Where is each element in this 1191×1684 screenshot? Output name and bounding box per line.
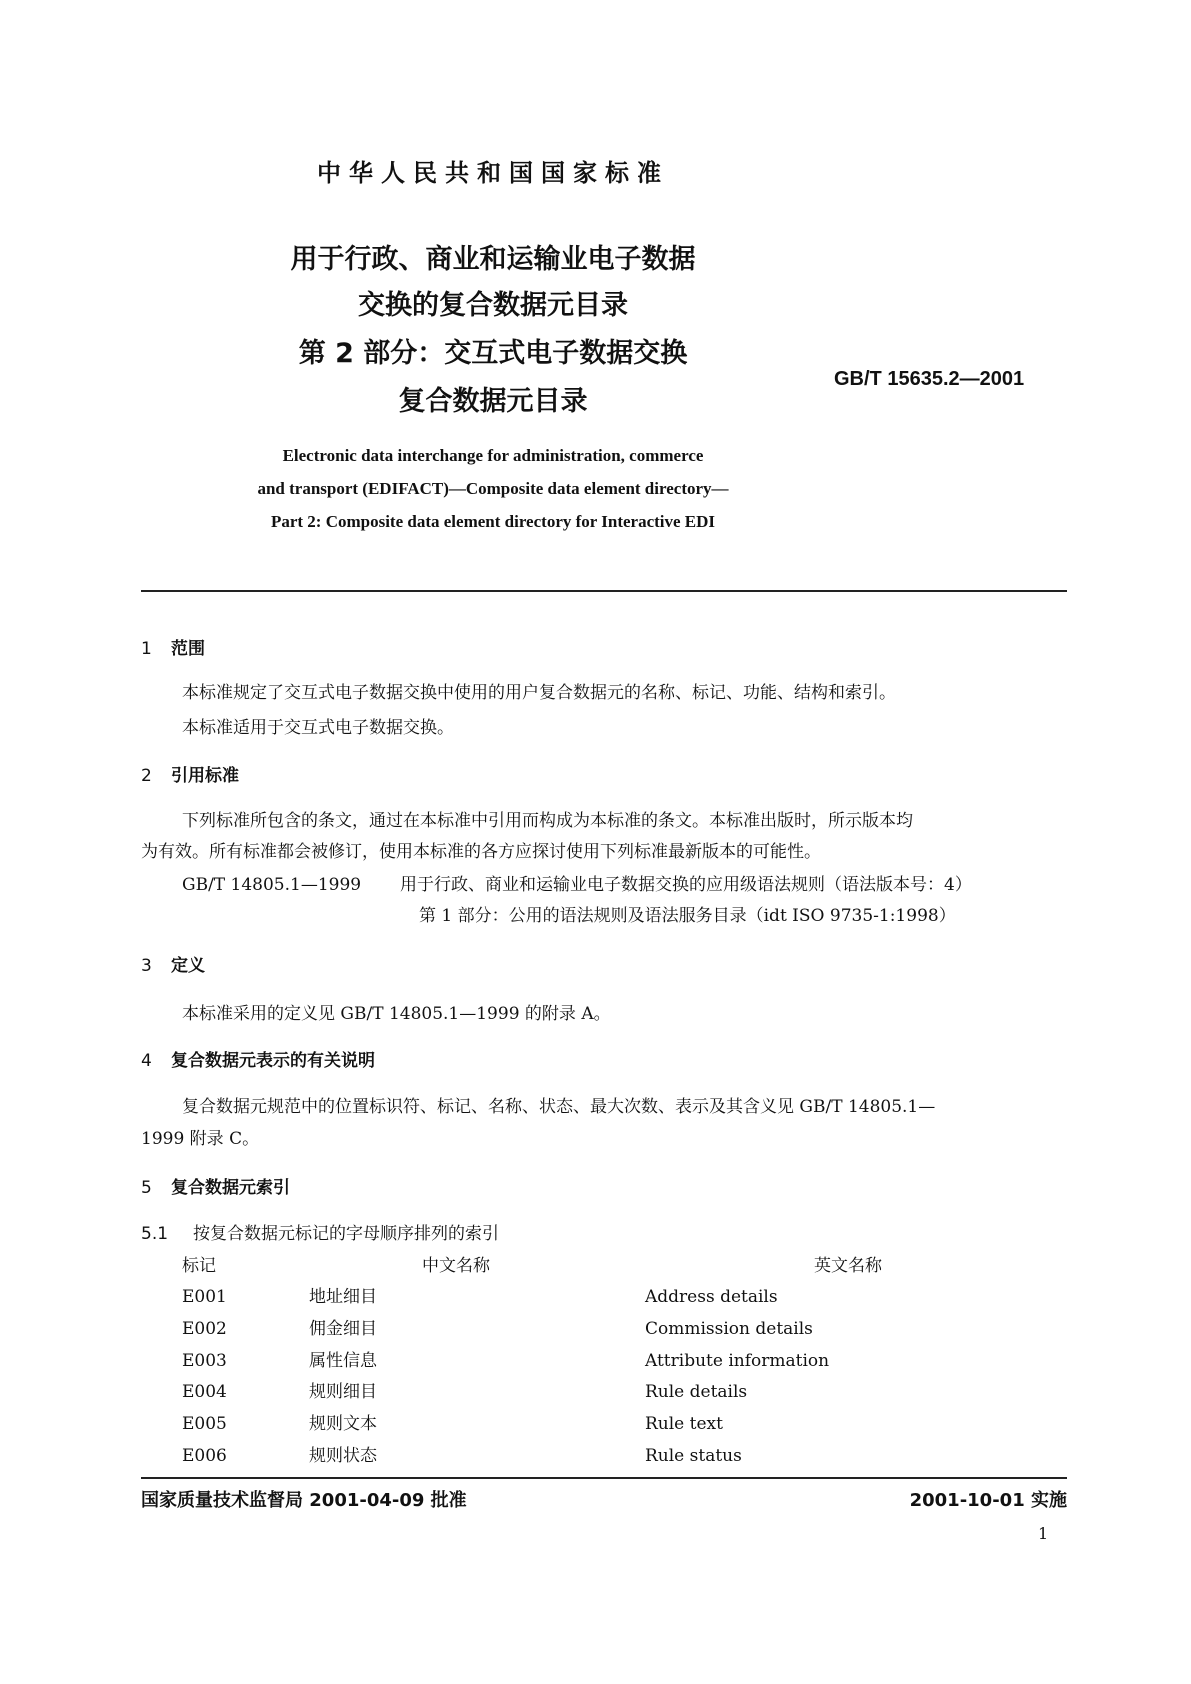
column-header-en-name: 英文名称 — [814, 1256, 882, 1276]
table-cell-en-name: Attribute information — [645, 1351, 830, 1371]
table-cell-cn-name: 规则文本 — [309, 1414, 377, 1434]
page-number: 1 — [1038, 1524, 1049, 1543]
table-cell-tag: E003 — [182, 1351, 227, 1371]
title-cn-line-3: 第 2 部分：交互式电子数据交换 — [298, 338, 688, 369]
approval-date: 国家质量技术监督局 2001-04-09 批准 — [141, 1490, 467, 1511]
bottom-divider — [141, 1477, 1067, 1479]
section-3-heading: 3 定义 — [141, 956, 205, 976]
reference-title: 用于行政、商业和运输业电子数据交换的应用级语法规则（语法版本号：4） — [400, 875, 972, 895]
table-cell-tag: E005 — [182, 1414, 227, 1434]
title-cn-line-1: 用于行政、商业和运输业电子数据 — [290, 244, 696, 275]
paragraph: 复合数据元规范中的位置标识符、标记、名称、状态、最大次数、表示及其含义见 GB/T 14805.1— — [182, 1097, 936, 1117]
column-header-tag: 标记 — [182, 1256, 216, 1276]
title-en-line-2: and transport (EDIFACT)—Composite data element directory— — [257, 479, 729, 498]
reference-code: GB/T 14805.1—1999 — [182, 875, 362, 895]
table-cell-tag: E006 — [182, 1446, 227, 1466]
table-cell-en-name: Commission details — [645, 1319, 813, 1339]
title-cn-line-4: 复合数据元目录 — [398, 386, 588, 417]
table-cell-cn-name: 地址细目 — [309, 1287, 377, 1307]
table-cell-tag: E002 — [182, 1319, 227, 1339]
table-cell-en-name: Rule status — [645, 1446, 742, 1466]
table-cell-tag: E001 — [182, 1287, 227, 1307]
section-1-heading: 1 范围 — [141, 639, 205, 659]
title-cn-line-2: 交换的复合数据元目录 — [358, 290, 628, 321]
table-cell-cn-name: 佣金细目 — [309, 1319, 377, 1339]
table-cell-tag: E004 — [182, 1382, 227, 1402]
section-2-heading: 2 引用标准 — [141, 766, 239, 786]
table-cell-cn-name: 属性信息 — [309, 1351, 377, 1371]
table-cell-en-name: Address details — [645, 1287, 778, 1307]
title-en-line-3: Part 2: Composite data element directory for Interactive EDI — [270, 512, 716, 531]
standard-code: GB/T 15635.2—2001 — [834, 368, 1025, 390]
table-cell-cn-name: 规则细目 — [309, 1382, 377, 1402]
paragraph: 1999 附录 C。 — [141, 1129, 260, 1149]
reference-title-2: 第 1 部分：公用的语法规则及语法服务目录（idt ISO 9735-1:1998） — [419, 906, 956, 926]
table-cell-en-name: Rule details — [645, 1382, 748, 1402]
title-en-line-1: Electronic data interchange for administration, commerce — [282, 446, 704, 465]
paragraph: 为有效。所有标准都会被修订，使用本标准的各方应探讨使用下列标准最新版本的可能性。 — [141, 842, 821, 862]
section-5-heading: 5 复合数据元索引 — [141, 1178, 290, 1198]
section-4-heading: 4 复合数据元表示的有关说明 — [141, 1051, 375, 1071]
paragraph: 本标准规定了交互式电子数据交换中使用的用户复合数据元的名称、标记、功能、结构和索引。 — [182, 683, 896, 703]
table-cell-en-name: Rule text — [645, 1414, 723, 1434]
paragraph: 下列标准所包含的条文，通过在本标准中引用而构成为本标准的条文。本标准出版时，所示版本均 — [182, 811, 913, 831]
paragraph: 本标准采用的定义见 GB/T 14805.1—1999 的附录 A。 — [182, 1004, 611, 1024]
subsection-5-1-heading: 5.1 按复合数据元标记的字母顺序排列的索引 — [141, 1224, 499, 1244]
effective-date: 2001-10-01 实施 — [909, 1490, 1067, 1511]
paragraph: 本标准适用于交互式电子数据交换。 — [182, 718, 454, 738]
table-cell-cn-name: 规则状态 — [309, 1446, 377, 1466]
standard-type: 中华人民共和国国家标准 — [317, 159, 669, 187]
top-divider — [141, 590, 1067, 592]
column-header-cn-name: 中文名称 — [422, 1256, 490, 1276]
